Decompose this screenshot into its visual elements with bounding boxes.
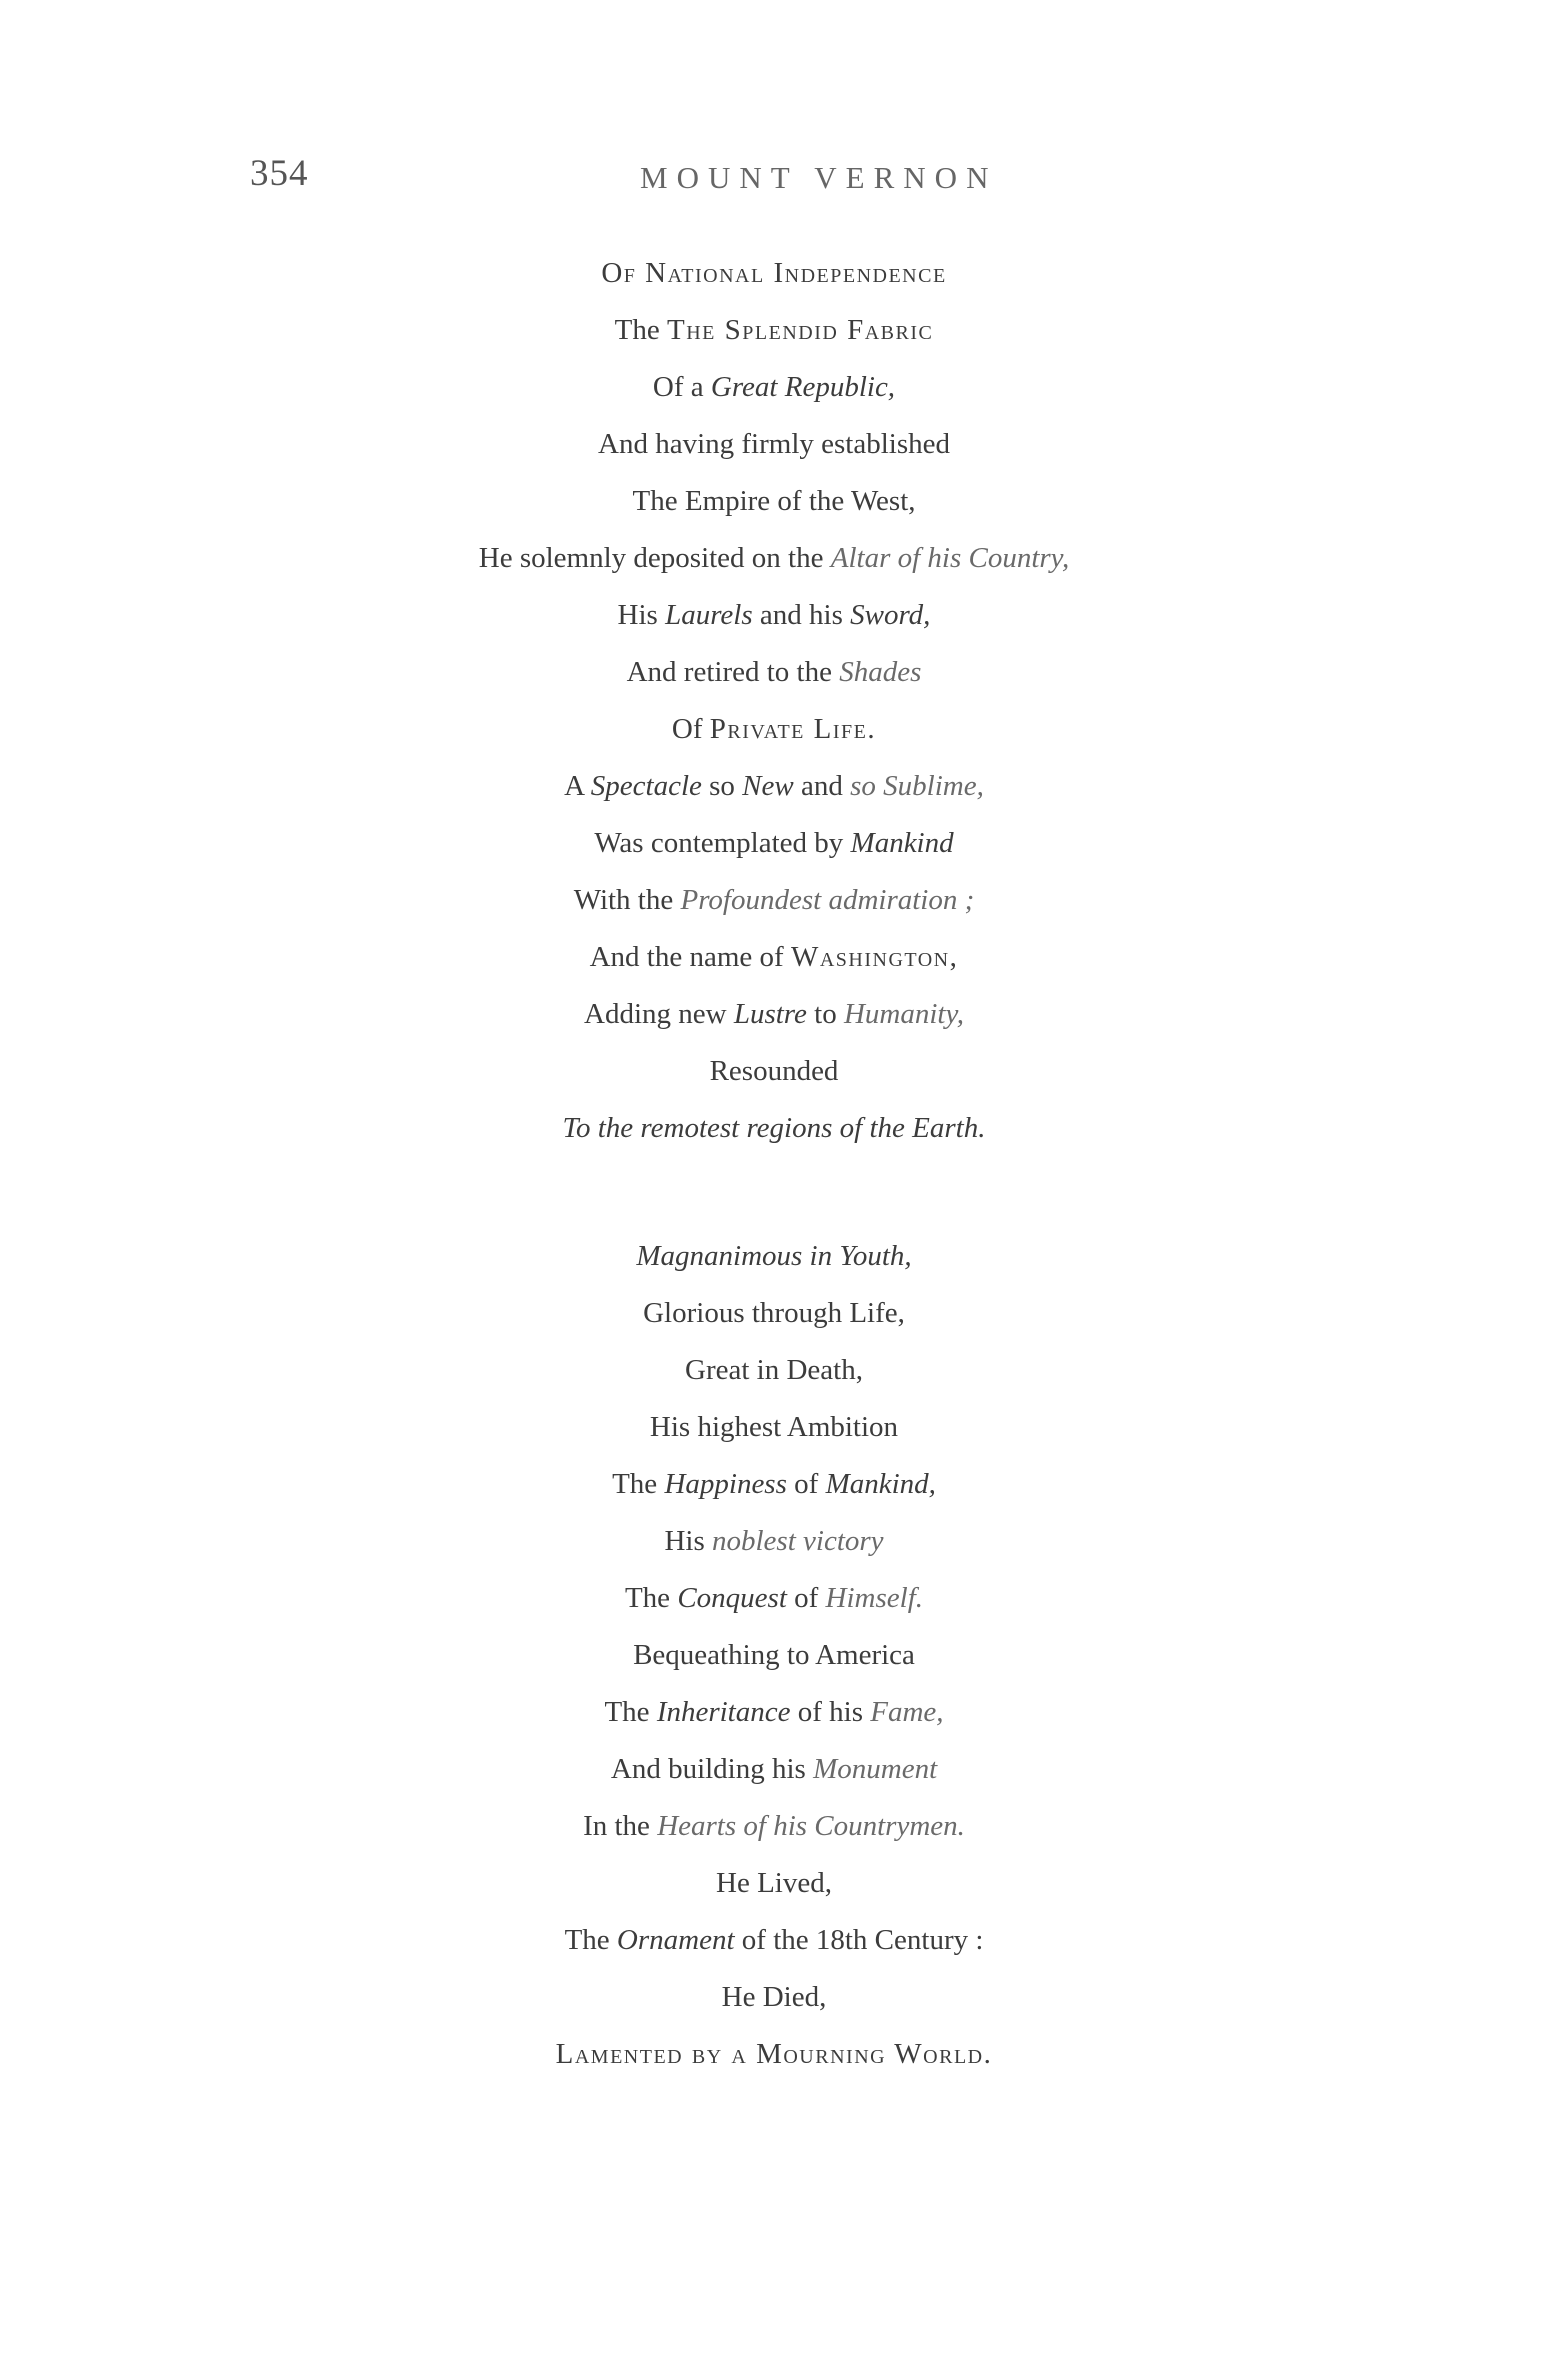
inscription-line: Lamented by a Mourning World. [555, 2038, 993, 2070]
text-span-italic: Conquest [677, 1582, 787, 1614]
inscription-line [0, 1753, 1548, 1786]
text-span-italic: noblest victory [712, 1525, 884, 1557]
text-span: The [624, 1582, 678, 1614]
text-span: The [564, 1924, 617, 1956]
text-span: He solemnly deposited on the [478, 542, 831, 574]
inscription-line [0, 1468, 1548, 1501]
text-span: A [564, 770, 591, 802]
text-span: Was contemplated by [594, 827, 851, 859]
text-span-italic: Lustre [733, 998, 807, 1030]
inscription-line [0, 1924, 1548, 1957]
inscription-line: Glorious through Life, [643, 1297, 905, 1329]
text-span: of his [790, 1696, 871, 1728]
running-head-title: MOUNT VERNON [640, 160, 998, 195]
text-span-italic: Altar of his Country, [830, 542, 1070, 574]
text-span: to [806, 998, 844, 1030]
text-span-italic: Happiness [664, 1468, 787, 1500]
inscription-line: He Lived, [716, 1867, 832, 1899]
inscription-line [0, 371, 1548, 404]
text-span-italic: so Sublime, [850, 770, 984, 802]
text-span-italic: Great Republic, [710, 371, 896, 403]
text-span: The [604, 1696, 657, 1728]
inscription-line [0, 884, 1548, 917]
inscription-line: Bequeathing to America [633, 1639, 915, 1671]
inscription-line [0, 542, 1548, 575]
inscription-line: His highest Ambition [649, 1411, 899, 1443]
text-span: And the name of [589, 941, 791, 973]
text-span-italic: Hearts of his Countrymen. [657, 1810, 965, 1842]
text-span-italic: Himself. [825, 1582, 924, 1614]
inscription-line [0, 998, 1548, 1031]
inscription-small-caps: Private Life. [709, 713, 877, 745]
inscription-line: And having firmly established [598, 428, 950, 460]
inscription-line [0, 941, 1548, 974]
text-span: The [612, 1468, 665, 1500]
text-span-italic: Sword, [850, 599, 931, 631]
text-span: His [664, 1525, 712, 1557]
text-span: and his [752, 599, 851, 631]
inscription-line [0, 1525, 1548, 1558]
inscription-line: He Died, [721, 1981, 827, 2013]
text-span-italic: Fame, [870, 1696, 944, 1728]
inscription-line [0, 656, 1548, 689]
inscription-line [0, 827, 1548, 860]
text-span: so [701, 770, 743, 802]
inscription-line [0, 1582, 1548, 1615]
text-span-italic: Mankind, [825, 1468, 936, 1500]
inscription-line [0, 1696, 1548, 1729]
inscription-line: Of Private Life. [671, 713, 877, 745]
text-span-italic: Shades [839, 656, 922, 688]
text-span: In the [583, 1810, 658, 1842]
text-span-italic: New [742, 770, 794, 802]
text-span: and [793, 770, 851, 802]
text-span: And retired to the [626, 656, 840, 688]
inscription-line: The Empire of the West, [632, 485, 916, 517]
inscription-line [0, 1810, 1548, 1843]
text-span: Adding new [584, 998, 734, 1030]
text-span: of the 18th Century : [734, 1924, 984, 1956]
text-span: His [617, 599, 666, 631]
inscription-line: Great in Death, [685, 1354, 863, 1386]
inscription-line: The The Splendid Fabric [614, 314, 934, 346]
text-span-italic: Laurels [665, 599, 753, 631]
inscription-small-caps: Washington, [790, 941, 959, 973]
text-span-italic: Profoundest admiration ; [680, 884, 975, 916]
inscription-line: To the remotest regions of the Earth. [562, 1112, 986, 1144]
text-span-italic: Humanity, [843, 998, 964, 1030]
inscription-line: Resounded [709, 1055, 839, 1087]
text-span: of [786, 1582, 826, 1614]
inscription-line: Of National Independence [601, 257, 947, 289]
inscription-line: Magnanimous in Youth, [636, 1240, 912, 1272]
inscription-line [0, 770, 1548, 803]
inscription-line [0, 599, 1548, 632]
text-span: Of a [652, 371, 711, 403]
text-span-italic: Ornament [616, 1924, 735, 1956]
text-span-italic: Mankind [850, 827, 954, 859]
text-span: And building his [610, 1753, 814, 1785]
inscription-small-caps: The Splendid Fabric [667, 314, 934, 346]
text-span-italic: Monument [813, 1753, 938, 1785]
text-span: of [786, 1468, 826, 1500]
page-number: 354 [250, 153, 309, 194]
text-span-italic: Spectacle [590, 770, 702, 802]
text-span: With the [573, 884, 681, 916]
text-span-italic: Inheritance [656, 1696, 791, 1728]
